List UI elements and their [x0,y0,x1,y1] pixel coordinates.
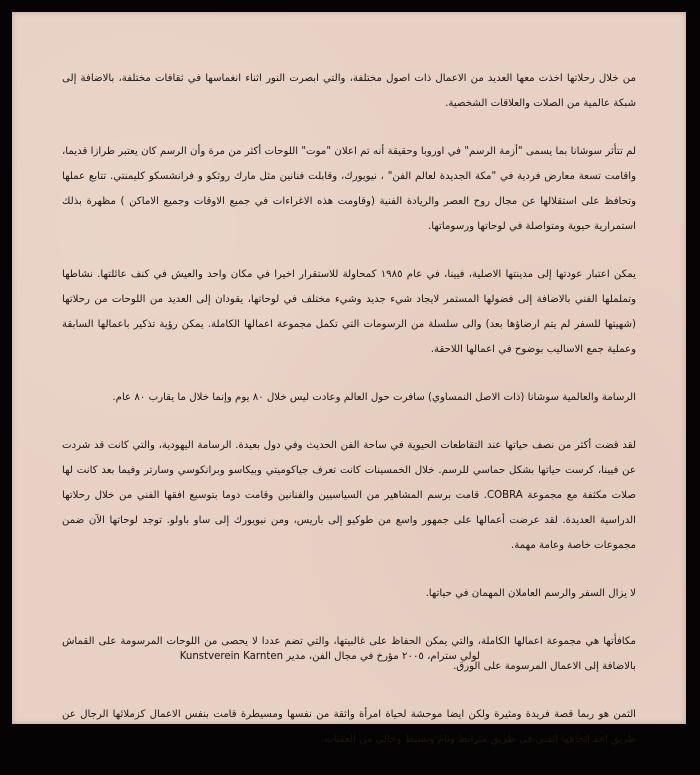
paragraph-5: لقد قضت أكثر من نصف حياتها عند التقاطعات الحيوية في ساحة الفن الحديث وفي دول بعيدة. الرسامة اليهودية، والتي كانت قد شردت عن فيينا، كرست حياتها بشكل حماسي للرسم. خلال الخمسينات كانت تعرف جياكوميتي وبيكاسو وبرانكوسي وسارتر وفيما بعد كانت لها صلات مكثفة مع مجموعة COBRA. قامت برسم المشاهير من السياسيين والفنانين وقامت دوما بتوسيع افقها الفني من خلال رحلاتها الدراسية العديدة. لقد عرضت أعمالها على جمهور واسع من طوكيو إلى باريس، ومن نيويورك إلى ساو باولو. توجد لوحاتها الآن ضمن مجموعات خاصة وعامة مهمة. [62,440,637,551]
paragraph-6: لا يزال السفر والرسم العاملان المهمان في حياتها. [425,588,636,599]
paragraph-2: لم تتأثر سوشانا بما يسمى "أزمة الرسم" في اوروبا وحقيقة أنه تم اعلان "موت" اللوحات أكثر من مرة وأن الرسم كان يعتبر طرازا قديما، واقامت تسعة معارض فردية في "مكة الجديدة لعالم الفن" ، نيويورك، وقابلت فنانين مثل مارك روثكو و فرانشسكو كليمنتي. تتابع عملها وتحافظ على استقلالها عن مجال روح العصر والريادة الفنية (وقاومت هذه الاغراءات في جميع الاوقات وجميع الاماكن ) مظهرة بذلك استمرارية حيوية ومتواصلة في لوحاتها ورسوماتها. [62,146,636,232]
paragraph-3: يمكن اعتبار عودتها إلى مدينتها الاصلية، فيينا، في عام ١٩٨٥ كمحاولة للاستقرار اخيرا في مكان واحد والعيش في كنف عائلتها. نشاطها وتململها الفني بالاضافة إلى فضولها المستمر لايجاد شيء جديد وشيء مختلف في لوحاتها، يقودان إلى العديد من اللوحات من رحلاتها (شهيتها للسفر لم يتم ارضاؤها بعد) والى سلسلة من الرسومات التي تكمل مجموعة اعمالها الكاملة. يمكن رؤية تذكير باعمالها السابقة وعملية جمع الاساليب بوضوح في اعمالها اللاحقة. [62,269,636,355]
author-signature: لولي سترام، ٢٠٠٥ مؤرخ في مجال الفن، مدير Kunstverein Karnten [179,651,480,662]
document-page [12,12,686,745]
paragraph-4: الرسامة والعالمية سوشانا (ذات الاصل النمساوي) سافرت حول العالم وعادت ليس خلال ٨٠ يوم وإنما خلال ما يقارب ٨٠ عام. [112,392,636,403]
paragraph-8: الثمن هو ربما قصة فريدة ومثيرة ولكن ايضا موحشة لحياة امرأة واثقة من نفسها ومسيطرة قامت بنفس الاعمال كزملائها الرجال عن طريق اخذ اتجاهها الفني في طريق مترابط وتامّ وبسيط وخالي من العقبات. [62,709,636,745]
paragraph-7: مكافأتها هي مجموعة اعمالها الكاملة، والتي يمكن الحفاظ على غالبيتها، والتي تضم عددا لا يحصى من اللوحات المرسومة على القماش بالاضافة إلى الاعمال المرسومة على الورق. [62,636,636,672]
paragraph-1: من خلال رحلاتها اخذت معها العديد من الاعمال ذات اصول مختلفة، والتي ابصرت النور اثناء انغماسها في ثقافات مختلفة، بالاضافة إلى شبكة عالمية من الصلات والعلاقات الشخصية. [62,73,636,109]
body-text [62,66,636,775]
